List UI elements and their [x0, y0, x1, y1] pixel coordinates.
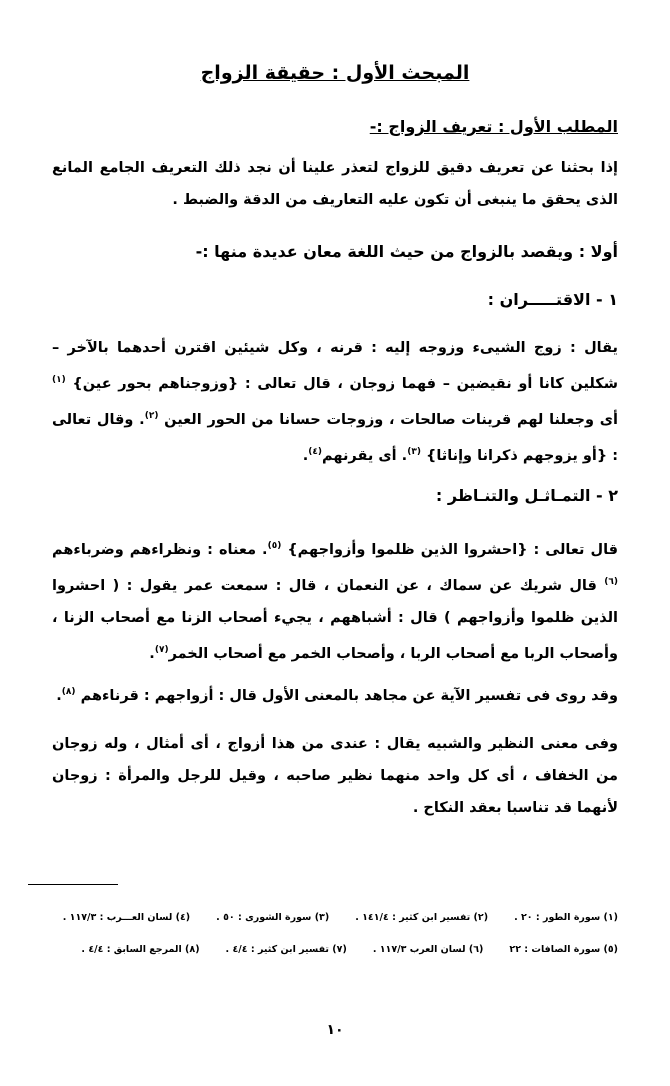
footnote-8: (٨) المرجع السابق : ٤/٤ .: [81, 944, 200, 955]
footnote-2: (٢) تفسير ابن كثير : ١٤١/٤ .: [355, 912, 489, 923]
footnote-ref-1: (١): [52, 375, 66, 385]
section2-heading: ٢ - التمـاثـل والتنـاظر :: [435, 486, 618, 505]
quran-verse-2: أو يزوجهم ذكرانا وإناثا: [436, 447, 597, 464]
mujahid-paragraph: [52, 676, 618, 712]
first-heading: أولا : ويقصد بالزواج من حيث اللغة معان عديدة منها :-: [195, 242, 618, 261]
section2-text-2: }: [281, 541, 298, 558]
section1-text-6: . أى يقرنهم: [322, 447, 408, 464]
footnote-ref-4: (٤): [308, 446, 323, 457]
section2-text-4: قال شريك عن سماك ، عن النعمان ، قال : سمعت عمر يقول : ( احشروا الذين ظلموا وأزواجهم ) قال : أشباههم ، يجيء أصحاب الزنا مع أصحاب الزنا ، وأصحاب الربا مع أصحاب الربا ، وأصحاب الخمر مع أصحاب الخمر: [52, 577, 618, 662]
mujahid-text: وقد روى فى تفسير الآية عن مجاهد بالمعنى الأول قال : أزواجهم : قرناءهم: [75, 687, 618, 704]
similar-meaning-paragraph: وفى معنى النظير والشبيه يقال : عندى من هذا أزواج ، أى أمثال ، وله زوجان من الخفاف ، أى كل واحد منهما نظير صاحبه ، وقيل للرجل والمرأة : زوجان لأنهما قد تناسبا بعقد النكاح .: [52, 736, 618, 816]
footnote-ref-3: (٣): [407, 446, 421, 457]
section2-text-1: قال تعالى : {: [517, 541, 619, 558]
section1-text-5: }: [420, 447, 437, 464]
section2-text-3: . معناه : ونظراءهم وضرباءهم: [52, 541, 268, 558]
footnotes: [38, 902, 618, 966]
section1-text-3: أى وجعلنا لهم قرينات صالحات ، وزوجات حسانا من الحور العين: [158, 411, 619, 428]
footnote-ref-5: (٥): [267, 541, 282, 551]
section1-heading: ١ - الاقتـــــران :: [487, 290, 618, 309]
footnote-7: (٧) تفسير ابن كثير : ٤/٤ .: [225, 944, 347, 955]
footnote-line-2: [38, 934, 618, 966]
section1-text-2: }: [65, 375, 83, 392]
section1-text-4: . وقال تعالى : {: [52, 411, 618, 464]
mujahid-end: .: [56, 687, 62, 704]
footnote-ref-7: (٧): [154, 644, 169, 655]
section2-paragraph: [52, 530, 618, 669]
page-number: ١٠: [326, 1022, 344, 1038]
footnote-1: (١) سورة الطور : ٢٠ .: [514, 912, 618, 923]
footnote-3: (٣) سورة الشورى : ٥٠ .: [216, 912, 330, 923]
section1-paragraph: [52, 332, 618, 471]
footnote-ref-2: (٢): [144, 410, 159, 421]
section1-text-1: يقال : زوج الشيىء وزوجه إليه : قرنه ، وكل شيئين اقترن أحدهما بالآخر – شكلين كانا أو نقيضين – فهما زوجان ، قال تعالى : {: [52, 340, 618, 392]
section-subtitle: المطلب الأول : تعريف الزواج :-: [369, 117, 618, 136]
footnote-ref-8: (٨): [61, 687, 76, 697]
footnote-5: (٥) سورة الصافات : ٢٢: [509, 944, 618, 955]
footnote-divider: [28, 884, 118, 885]
footnote-line-1: [38, 902, 618, 934]
quran-verse-1: وزوجناهم بحور عين: [82, 375, 228, 392]
footnote-4: (٤) لسان العـــرب : ١١٧/٣ .: [62, 912, 191, 923]
quran-verse-3: احشروا الذين ظلموا وأزواجهم: [297, 541, 518, 558]
section2-text-5: .: [149, 645, 155, 662]
footnote-6: (٦) لسان العرب ١١٧/٣ .: [372, 944, 484, 955]
footnote-ref-6: (٦): [604, 576, 618, 587]
page-title: [0, 62, 670, 84]
section1-text-7: .: [302, 447, 309, 464]
intro-paragraph: إذا بحثنا عن تعريف دقيق للزواج لتعذر علينا أن نجد ذلك التعريف الجامع المانع الذى يحقق ما ينبغى أن تكون عليه التعاريف من الدقة والضبط .: [52, 160, 618, 208]
title-text: المبحث الأول : حقيقة الزواج: [200, 62, 470, 84]
